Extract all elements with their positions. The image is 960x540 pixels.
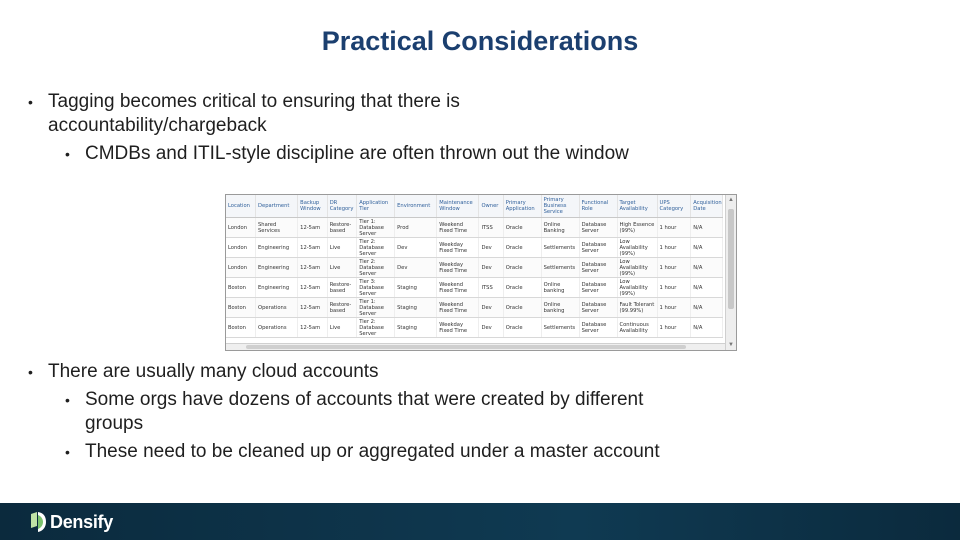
table-cell: 1 hour — [657, 278, 691, 298]
table-cell: Low Availability (99%) — [617, 258, 657, 278]
table-cell: 12-5am — [298, 238, 328, 258]
scroll-down-icon[interactable]: ▼ — [728, 342, 734, 348]
table-cell: N/A — [691, 298, 723, 318]
table-cell: Dev — [395, 238, 437, 258]
table-cell: Online banking — [541, 298, 579, 318]
table-cell: Engineering — [256, 278, 298, 298]
sub-bullet-item: • These need to be cleaned up or aggregated under a master account — [28, 440, 668, 464]
table-cell: 12-5am — [298, 298, 328, 318]
vertical-scrollbar[interactable] — [725, 195, 736, 350]
table-row[interactable] — [226, 318, 723, 338]
table-cell: Database Server — [579, 238, 617, 258]
horizontal-scroll-thumb[interactable] — [246, 345, 686, 349]
table-cell: Staging — [395, 298, 437, 318]
table-cell: Online banking — [541, 278, 579, 298]
table-cell: Live — [327, 238, 357, 258]
table-cell: Settlements — [541, 258, 579, 278]
table-cell: 12-5am — [298, 218, 328, 238]
table-cell: Database Server — [579, 258, 617, 278]
table-cell: Dev — [479, 318, 503, 338]
brand-name: Densify — [50, 511, 113, 532]
table-cell: Weekday Fixed Time — [437, 318, 479, 338]
table-cell: Oracle — [503, 298, 541, 318]
column-header[interactable]: DR Category — [327, 195, 357, 218]
table-cell: Weekend Fixed Time — [437, 278, 479, 298]
table-cell: 12-5am — [298, 258, 328, 278]
table-cell: Boston — [226, 278, 256, 298]
table-cell: 1 hour — [657, 218, 691, 238]
table-cell: Tier 3: Database Server — [357, 278, 395, 298]
bullet-list-top — [28, 90, 668, 166]
table-cell: Weekend Fixed Time — [437, 298, 479, 318]
table-cell: Weekday Fixed Time — [437, 238, 479, 258]
table-cell: Settlements — [541, 238, 579, 258]
sub-bullet-item: • CMDBs and ITIL-style discipline are often thrown out the window — [28, 142, 668, 166]
table-cell: Tier 2: Database Server — [357, 318, 395, 338]
table-cell: Oracle — [503, 318, 541, 338]
table-cell: London — [226, 258, 256, 278]
table-cell: London — [226, 238, 256, 258]
table-body — [226, 218, 723, 338]
table-cell: Low Availability (99%) — [617, 238, 657, 258]
table-cell: Database Server — [579, 278, 617, 298]
table-cell: Low Availability (99%) — [617, 278, 657, 298]
table-cell: Restore-based — [327, 278, 357, 298]
table-cell: 1 hour — [657, 318, 691, 338]
table-cell: London — [226, 218, 256, 238]
table-cell: Database Server — [579, 218, 617, 238]
table-cell: 1 hour — [657, 238, 691, 258]
table-cell: Database Server — [579, 318, 617, 338]
bullet-list-bottom — [28, 360, 668, 464]
table-cell: Tier 1: Database Server — [357, 298, 395, 318]
column-header[interactable]: Department — [256, 195, 298, 218]
table-cell: Database Server — [579, 298, 617, 318]
column-header[interactable]: Backup Window — [298, 195, 328, 218]
column-header[interactable]: Maintenance Window — [437, 195, 479, 218]
column-header[interactable]: Owner — [479, 195, 503, 218]
table-cell: Live — [327, 318, 357, 338]
column-header[interactable]: UPS Category — [657, 195, 691, 218]
column-header[interactable]: Target Availability — [617, 195, 657, 218]
table-cell: 12-5am — [298, 318, 328, 338]
column-header[interactable]: Application Tier — [357, 195, 395, 218]
horizontal-scrollbar[interactable] — [226, 343, 725, 350]
footer-bar — [0, 503, 960, 540]
table-cell: ITSS — [479, 278, 503, 298]
table-cell: Settlements — [541, 318, 579, 338]
table-cell: Oracle — [503, 238, 541, 258]
bullet-item: • There are usually many cloud accounts — [28, 360, 668, 384]
densify-logo — [30, 511, 113, 533]
column-header[interactable]: Acquisition Date — [691, 195, 723, 218]
table-cell: Live — [327, 258, 357, 278]
table-cell: Weekday Fixed Time — [437, 258, 479, 278]
table-row[interactable] — [226, 298, 723, 318]
table-cell: Tier 1: Database Server — [357, 218, 395, 238]
table-cell: Oracle — [503, 258, 541, 278]
table-cell: Fault Tolerant (99.99%) — [617, 298, 657, 318]
scroll-up-icon[interactable]: ▲ — [728, 197, 734, 203]
table-row[interactable] — [226, 278, 723, 298]
table-cell: Online Banking — [541, 218, 579, 238]
table-cell: N/A — [691, 258, 723, 278]
table-row[interactable] — [226, 258, 723, 278]
table-cell: N/A — [691, 318, 723, 338]
table-cell: 1 hour — [657, 258, 691, 278]
column-header[interactable]: Primary Application — [503, 195, 541, 218]
table-cell: ITSS — [479, 218, 503, 238]
table-cell: Dev — [479, 298, 503, 318]
table-cell: Boston — [226, 298, 256, 318]
table-cell: Operations — [256, 298, 298, 318]
table-cell: High Essence (99%) — [617, 218, 657, 238]
table-cell: Dev — [395, 258, 437, 278]
table-cell: Staging — [395, 278, 437, 298]
table-cell: 12-5am — [298, 278, 328, 298]
slide-title: Practical Considerations — [321, 26, 639, 56]
scroll-thumb[interactable] — [728, 209, 734, 309]
column-header[interactable]: Functional Role — [579, 195, 617, 218]
table-cell: Restore-based — [327, 218, 357, 238]
table-cell: Engineering — [256, 238, 298, 258]
column-header[interactable]: Primary Business Service — [541, 195, 579, 218]
table-cell: Dev — [479, 238, 503, 258]
table-row[interactable] — [226, 218, 723, 238]
sub-bullet-item: • Some orgs have dozens of accounts that were created by different groups — [28, 388, 668, 436]
table-cell: Restore-based — [327, 298, 357, 318]
tag-table — [226, 195, 723, 338]
table-cell: Staging — [395, 318, 437, 338]
table-cell: Tier 2: Database Server — [357, 238, 395, 258]
table-cell: Dev — [479, 258, 503, 278]
table-header-row — [226, 195, 723, 218]
bullet-item: • Tagging becomes critical to ensuring that there is accountability/chargeback — [28, 90, 668, 138]
table-cell: Oracle — [503, 278, 541, 298]
column-header[interactable]: Environment — [395, 195, 437, 218]
spreadsheet-screenshot — [225, 194, 737, 351]
table-cell: Prod — [395, 218, 437, 238]
densify-logo-icon — [30, 512, 46, 532]
table-cell: 1 hour — [657, 298, 691, 318]
table-cell: Weekend Fixed Time — [437, 218, 479, 238]
table-cell: Operations — [256, 318, 298, 338]
table-cell: Continuous Availability — [617, 318, 657, 338]
column-header[interactable]: Location — [226, 195, 256, 218]
table-cell: Shared Services — [256, 218, 298, 238]
table-cell: Engineering — [256, 258, 298, 278]
table-row[interactable] — [226, 238, 723, 258]
table-cell: N/A — [691, 238, 723, 258]
table-cell: N/A — [691, 278, 723, 298]
table-cell: Oracle — [503, 218, 541, 238]
table-cell: N/A — [691, 218, 723, 238]
table-cell: Tier 2: Database Server — [357, 258, 395, 278]
table-cell: Boston — [226, 318, 256, 338]
